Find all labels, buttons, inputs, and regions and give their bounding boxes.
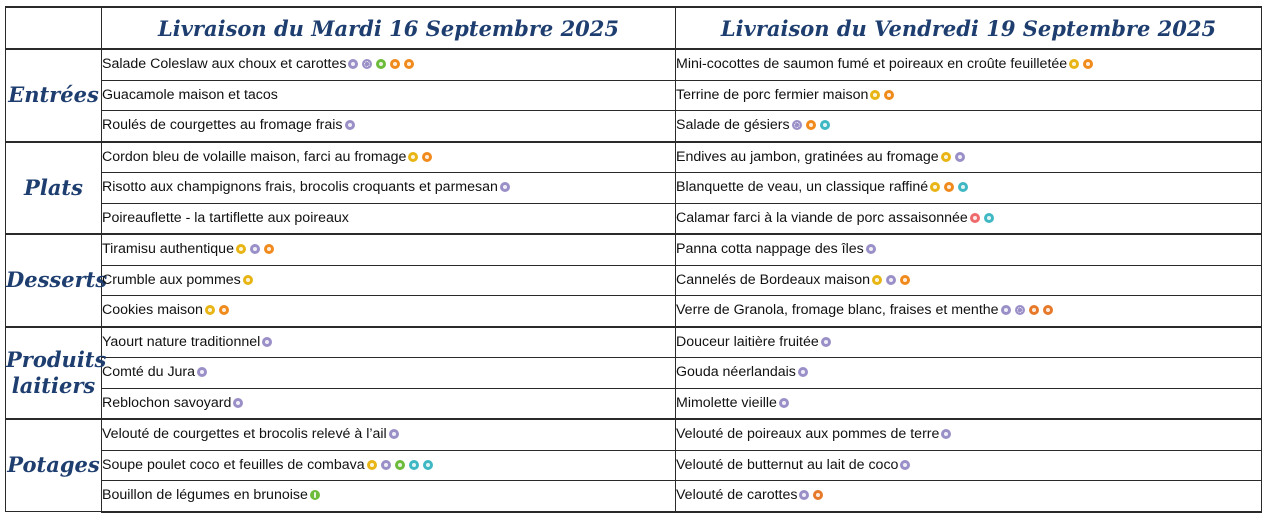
dairy-icon	[250, 244, 260, 254]
dish-name: Roulés de courgettes au fromage frais	[102, 117, 343, 134]
table-row	[6, 234, 1262, 265]
dish-name: Terrine de porc fermier maison	[676, 86, 869, 103]
allergen-icons	[1001, 303, 1057, 319]
dairy-icon	[886, 275, 896, 285]
dish-name: Velouté de butternut au lait de coco	[676, 456, 899, 473]
allergen-icons	[205, 303, 233, 319]
friday-dish-cell	[676, 173, 1262, 204]
friday-dish-cell	[676, 265, 1262, 296]
tuesday-dish-cell	[102, 388, 676, 419]
friday-dish-cell	[676, 419, 1262, 450]
dairy-icon	[821, 337, 831, 347]
allergen-icons	[1069, 57, 1097, 73]
dish-name: Velouté de carottes	[676, 487, 798, 504]
homemade-icon	[1083, 59, 1093, 69]
menu-body	[6, 49, 1262, 512]
table-row	[6, 450, 1262, 481]
homemade-icon	[390, 59, 400, 69]
dish-name: Tiramisu authentique	[102, 241, 234, 258]
table-row	[6, 481, 1262, 512]
allergen-icons	[941, 150, 969, 166]
allergen-icons	[941, 427, 955, 443]
category-label: Produits laitiers	[6, 327, 102, 420]
snowflake-icon	[1015, 305, 1025, 315]
table-row	[6, 49, 1262, 80]
tuesday-dish-cell	[102, 419, 676, 450]
allergen-icons	[367, 458, 437, 474]
fish-icon	[423, 460, 433, 470]
fish-icon	[820, 120, 830, 130]
local-icon	[813, 490, 823, 500]
allergen-icons	[970, 211, 998, 227]
vegetarian-icon	[395, 460, 405, 470]
dish-name: Mimolette vieille	[676, 394, 777, 411]
allergen-icons	[345, 118, 359, 134]
category-label: Desserts	[6, 234, 102, 327]
gluten-icon	[236, 244, 246, 254]
tuesday-dish-cell	[102, 173, 676, 204]
tuesday-dish-cell	[102, 481, 676, 512]
dish-name: Yaourt nature traditionnel	[102, 333, 261, 350]
snowflake-icon	[362, 59, 372, 69]
dairy-icon	[381, 460, 391, 470]
table-row	[6, 296, 1262, 327]
dish-name: Salade Coleslaw aux choux et carottes	[102, 56, 347, 73]
homemade-icon	[884, 90, 894, 100]
dairy-icon	[900, 460, 910, 470]
friday-dish-cell	[676, 80, 1262, 111]
allergen-icons	[872, 273, 914, 289]
pork-icon	[970, 213, 980, 223]
dairy-icon	[262, 337, 272, 347]
dish-name: Velouté de poireaux aux pommes de terre	[676, 426, 940, 443]
gluten-icon	[243, 275, 253, 285]
local-icon	[1043, 305, 1053, 315]
snowflake-icon	[792, 120, 802, 130]
homemade-icon	[806, 120, 816, 130]
gluten-icon	[930, 182, 940, 192]
allergen-icons	[870, 88, 898, 104]
dairy-icon	[955, 152, 965, 162]
homemade-icon	[900, 275, 910, 285]
dish-name: Cordon bleu de volaille maison, farci au fromage	[102, 148, 407, 165]
dish-name: Reblochon savoyard	[102, 394, 232, 411]
allergen-icons	[197, 365, 211, 381]
table-row	[6, 327, 1262, 358]
tuesday-dish-cell	[102, 142, 676, 173]
gluten-icon	[872, 275, 882, 285]
homemade-icon	[219, 305, 229, 315]
dairy-icon	[197, 367, 207, 377]
dish-name: Crumble aux pommes	[102, 271, 241, 288]
allergen-icons	[408, 150, 436, 166]
dairy-icon	[798, 367, 808, 377]
dairy-icon	[779, 398, 789, 408]
tuesday-dish-cell	[102, 296, 676, 327]
allergen-icons	[243, 273, 257, 289]
gluten-icon	[408, 152, 418, 162]
allergen-icons	[798, 365, 812, 381]
allergen-icons	[233, 396, 247, 412]
category-label: Potages	[6, 419, 102, 512]
dish-name: Comté du Jura	[102, 364, 196, 381]
fish-icon	[984, 213, 994, 223]
tuesday-dish-cell	[102, 450, 676, 481]
gluten-icon	[1069, 59, 1079, 69]
dish-name: Salade de gésiers	[676, 117, 790, 134]
dairy-icon	[348, 59, 358, 69]
friday-dish-cell	[676, 296, 1262, 327]
dairy-icon	[500, 182, 510, 192]
category-label: Entrées	[6, 49, 102, 142]
table-row	[6, 80, 1262, 111]
homemade-icon	[944, 182, 954, 192]
allergen-icons	[236, 242, 278, 258]
friday-dish-cell	[676, 111, 1262, 142]
gluten-icon	[941, 152, 951, 162]
dairy-icon	[389, 429, 399, 439]
dish-name: Velouté de courgettes et brocolis relevé à l’ail	[102, 426, 387, 443]
local-icon	[1029, 305, 1039, 315]
friday-dish-cell	[676, 49, 1262, 80]
gluten-icon	[367, 460, 377, 470]
dairy-icon	[866, 244, 876, 254]
dish-name: Verre de Granola, fromage blanc, fraises et menthe	[676, 302, 999, 319]
tuesday-dish-cell	[102, 327, 676, 358]
dish-name: Blanquette de veau, un classique raffiné	[676, 179, 929, 196]
dish-name: Poireauflette - la tartiflette aux poireaux	[102, 210, 349, 227]
table-row	[6, 203, 1262, 234]
allergen-icons	[821, 335, 835, 351]
dairy-icon	[799, 490, 809, 500]
category-label: Plats	[6, 142, 102, 235]
dairy-icon	[345, 120, 355, 130]
dish-name: Panna cotta nappage des îles	[676, 241, 864, 258]
table-row	[6, 419, 1262, 450]
friday-dish-cell	[676, 358, 1262, 389]
friday-dish-cell	[676, 481, 1262, 512]
dish-name: Soupe poulet coco et feuilles de combava	[102, 456, 365, 473]
tuesday-dish-cell	[102, 49, 676, 80]
allergen-icons	[866, 242, 880, 258]
allergen-icons	[900, 458, 914, 474]
homemade-icon	[264, 244, 274, 254]
friday-dish-cell	[676, 327, 1262, 358]
friday-dish-cell	[676, 450, 1262, 481]
dish-name: Cannelés de Bordeaux maison	[676, 271, 871, 288]
allergen-icons	[348, 57, 418, 73]
dairy-icon	[233, 398, 243, 408]
tuesday-dish-cell	[102, 203, 676, 234]
friday-dish-cell	[676, 234, 1262, 265]
dish-name: Mini-cocottes de saumon fumé et poireaux en croûte feuilletée	[676, 56, 1068, 73]
table-row	[6, 388, 1262, 419]
tuesday-header: Livraison du Mardi 16 Septembre 2025	[102, 7, 676, 49]
dish-name: Guacamole maison et tacos	[102, 87, 278, 104]
dish-name: Risotto aux champignons frais, brocolis croquants et parmesan	[102, 179, 498, 196]
allergen-icons	[799, 488, 827, 504]
table-row	[6, 173, 1262, 204]
dish-name: Gouda néerlandais	[676, 364, 796, 381]
allergen-icons	[500, 180, 514, 196]
gluten-icon	[870, 90, 880, 100]
tuesday-dish-cell	[102, 358, 676, 389]
friday-dish-cell	[676, 142, 1262, 173]
friday-dish-cell	[676, 388, 1262, 419]
tuesday-dish-cell	[102, 80, 676, 111]
homemade-icon	[422, 152, 432, 162]
dish-name: Cookies maison	[102, 302, 203, 319]
delivery-menu-table	[5, 6, 1262, 513]
bio-icon	[310, 490, 320, 500]
gluten-icon	[205, 305, 215, 315]
corner-cell	[6, 7, 102, 49]
dairy-icon	[941, 429, 951, 439]
allergen-icons	[389, 427, 403, 443]
dairy-icon	[1001, 305, 1011, 315]
vegetarian-icon	[376, 59, 386, 69]
allergen-icons	[930, 180, 972, 196]
table-row	[6, 265, 1262, 296]
tuesday-dish-cell	[102, 111, 676, 142]
dish-name: Endives au jambon, gratinées au fromage	[676, 148, 939, 165]
dish-name: Bouillon de légumes en brunoise	[102, 487, 308, 504]
friday-header: Livraison du Vendredi 19 Septembre 2025	[676, 7, 1262, 49]
friday-dish-cell	[676, 203, 1262, 234]
table-row	[6, 111, 1262, 142]
allergen-icons	[792, 118, 834, 134]
header-row	[6, 7, 1262, 49]
allergen-icons	[262, 335, 276, 351]
table-row	[6, 358, 1262, 389]
allergen-icons	[779, 396, 793, 412]
allergen-icons	[310, 488, 324, 504]
table-row	[6, 142, 1262, 173]
dish-name: Douceur laitière fruitée	[676, 333, 819, 350]
egg-icon	[404, 59, 414, 69]
fish-icon	[958, 182, 968, 192]
fish-icon	[409, 460, 419, 470]
tuesday-dish-cell	[102, 265, 676, 296]
dish-name: Calamar farci à la viande de porc assaisonnée	[676, 209, 968, 226]
tuesday-dish-cell	[102, 234, 676, 265]
